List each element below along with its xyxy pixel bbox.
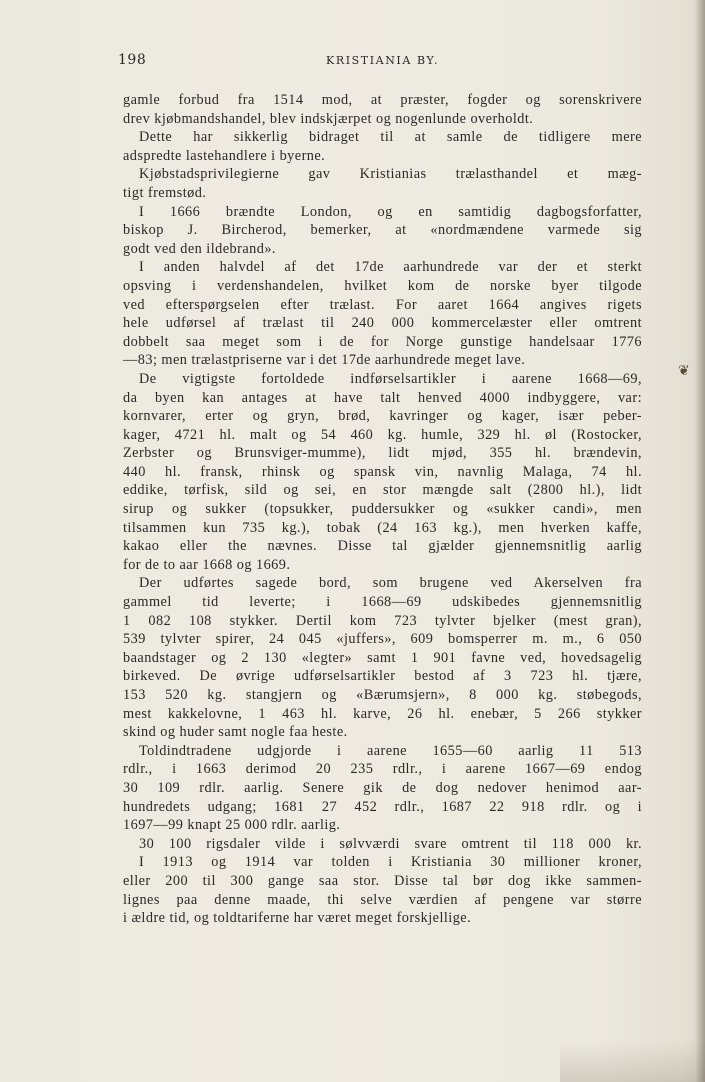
- text-line: gammel tid leverte; i 1668—69 udskibedes gjennemsnitlig: [123, 594, 642, 611]
- text-line: I anden halvdel af det 17de aarhundrede var der et sterkt: [139, 259, 642, 276]
- text-line: —83; men trælastpriserne var i det 17de aarhundrede meget lave.: [123, 352, 526, 369]
- text-line: mest kakkelovne, 1 463 hl. karve, 26 hl. enebær, 5 266 stykker: [123, 705, 642, 722]
- page-edge-shadow: [695, 0, 705, 1082]
- page-header: [118, 52, 638, 72]
- text-line: ved efterspørgselen efter trælast. For aaret 1664 angives rigets: [123, 296, 642, 313]
- text-line: 539 tylvter spirer, 24 045 «juffers», 609 bomsperrer m. m., 6 050: [123, 631, 642, 648]
- text-line: kager, 4721 hl. malt og 54 460 kg. humle, 329 hl. øl (Rostocker,: [123, 426, 642, 443]
- text-line: drev kjøbmandshandel, blev indskjærpet og nogenlunde overholdt.: [123, 110, 534, 127]
- text-line: adspredte lastehandlere i byerne.: [123, 147, 326, 164]
- body-text: [123, 91, 642, 928]
- text-line: De vigtigste fortoldede indførselsartikler i aarene 1668—69,: [139, 370, 642, 387]
- page-number: 198: [118, 52, 147, 68]
- margin-mark-icon: ❦: [678, 363, 690, 379]
- text-line: Dette har sikkerlig bidraget til at samle de tidligere mere: [139, 129, 642, 146]
- text-line: 1697—99 knapt 25 000 rdlr. aarlig.: [123, 817, 341, 834]
- text-line: kakao eller the nævnes. Disse tal gjælder gjennemsnitlig aarlig: [123, 538, 642, 555]
- text-line: birkeved. De øvrige udførselsartikler bestod af 3 723 hl. tjære,: [123, 668, 642, 685]
- text-line: hundredets udgang; 1681 27 452 rdlr., 1687 22 918 rdlr. og i: [123, 798, 642, 815]
- text-line: godt ved den ildebrand».: [123, 240, 276, 257]
- text-line: dobbelt saa meget som i de for Norge gunstige handelsaar 1776: [123, 333, 642, 350]
- text-line: 153 520 kg. stangjern og «Bærumsjern», 8 000 kg. støbegods,: [123, 687, 642, 703]
- text-line: kornvarer, erter og gryn, brød, kavringer og kager, især peber-: [123, 408, 642, 425]
- text-line: 1 082 108 stykker. Dertil kom 723 tylvter bjelker (mest gran),: [123, 612, 642, 629]
- text-line: baandstager og 2 130 «legter» samt 1 901 favne ved, hovedsagelig: [123, 649, 642, 666]
- text-line: da byen kan antages at have talt henved 4000 indbyggere, var:: [123, 389, 642, 406]
- text-line: gamle forbud fra 1514 mod, at præster, fogder og sorenskrivere: [123, 92, 642, 108]
- text-line: opsving i verdenshandelen, hvilket kom de norske byer tilgode: [123, 277, 642, 294]
- text-line: 440 hl. fransk, rhinsk og spansk vin, navnlig Malaga, 74 hl.: [123, 463, 642, 480]
- text-line: sirup og sukker (topsukker, puddersukker og «sukker candi», men: [123, 501, 642, 518]
- text-line: Der udførtes sagede bord, som brugene ved Akerselven fra: [139, 575, 642, 592]
- text-line: Zerbster og Brunsviger-mumme), lidt mjød, 355 hl. brændevin,: [123, 445, 642, 462]
- text-line: hele udførsel af trælast til 240 000 kommercelæster eller omtrent: [123, 315, 642, 332]
- text-line: tigt fremstød.: [123, 184, 207, 201]
- text-line: I 1913 og 1914 var tolden i Kristiania 30 millioner kroner,: [139, 854, 642, 871]
- text-line: skind og huder samt nogle faa heste.: [123, 724, 348, 741]
- page-corner-shadow: [560, 1040, 705, 1082]
- text-line: I 1666 brændte London, og en samtidig dagbogsforfatter,: [139, 203, 642, 220]
- text-line: biskop J. Bircherod, bemerker, at «nordmændene varmede sig: [123, 222, 642, 239]
- text-line: eller 200 til 300 gange saa stor. Disse tal bør dog ikke sammen-: [123, 872, 642, 889]
- text-line: eddike, tørfisk, sild og sei, en stor mængde salt (2800 hl.), lidt: [123, 482, 642, 499]
- text-line: rdlr., i 1663 derimod 20 235 rdlr., i aarene 1667—69 endog: [123, 761, 642, 778]
- text-line: for de to aar 1668 og 1669.: [123, 556, 291, 573]
- text-line: tilsammen kun 735 kg.), tobak (24 163 kg.), men hverken kaffe,: [123, 519, 642, 536]
- text-line: i ældre tid, og toldtariferne har været meget forskjellige.: [123, 910, 472, 927]
- text-line: 30 109 rdlr. aarlig. Senere gik de dog nedover henimod aar-: [123, 779, 642, 796]
- running-title: KRISTIANIA BY.: [326, 54, 440, 67]
- text-line: Toldindtradene udgjorde i aarene 1655—60 aarlig 11 513: [139, 742, 642, 759]
- text-line: lignes paa denne maade, thi selve værdien af pengene var større: [123, 891, 642, 908]
- text-line: Kjøbstadsprivilegierne gav Kristianias trælasthandel et mæg-: [139, 166, 642, 183]
- text-line: 30 100 rigsdaler vilde i sølvværdi svare omtrent til 118 000 kr.: [139, 835, 642, 852]
